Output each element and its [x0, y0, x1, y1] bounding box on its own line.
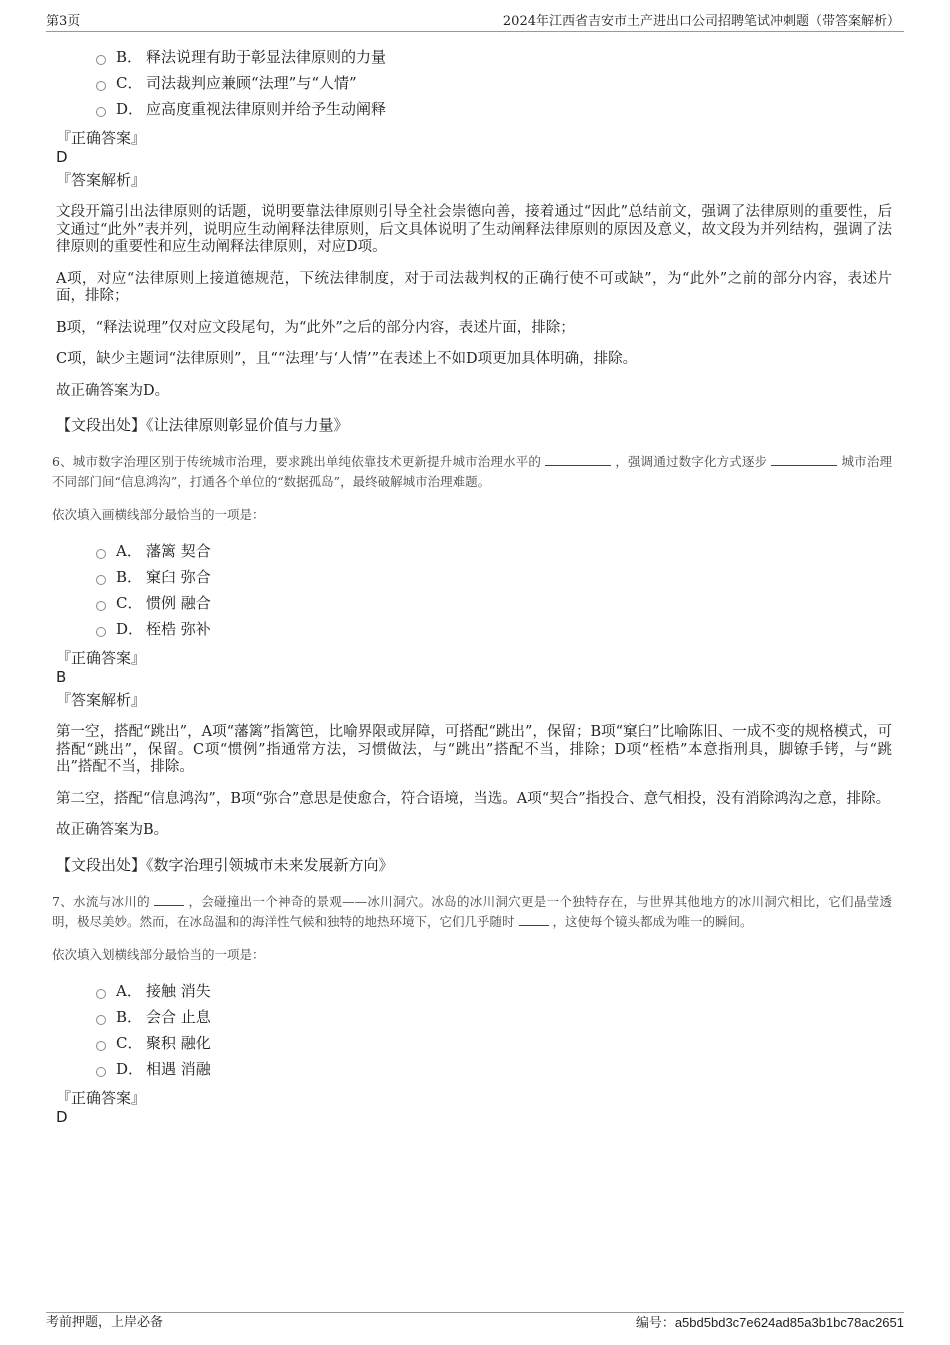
q7-option-c[interactable]	[96, 1030, 892, 1056]
stem-text: ，强调通过数字化方式逐步	[615, 454, 768, 469]
analysis-label: 『答案解析』	[56, 171, 147, 189]
option-text: 惯例 融合	[146, 594, 211, 612]
q7-option-a[interactable]	[96, 978, 892, 1004]
option-letter: B．	[116, 1007, 143, 1026]
option-text: 聚积 融化	[146, 1033, 211, 1052]
option-text: 会合 止息	[146, 1007, 211, 1026]
analysis-paragraph: B项，“释法说理”仅对应文段尾句，为“此外”之后的部分内容，表述片面，排除；	[56, 319, 575, 336]
analysis-paragraph: 故正确答案为B。	[56, 822, 169, 838]
q6-option-d[interactable]	[96, 616, 892, 642]
option-text: 桎梏 弥补	[146, 620, 211, 638]
option-text: 藩篱 契合	[146, 542, 211, 560]
option-letter: C．	[116, 74, 143, 92]
q6-prompt: 依次填入画横线部分最恰当的一项是：	[52, 507, 265, 522]
q7-option-b[interactable]	[96, 1004, 892, 1030]
radio-icon[interactable]	[96, 989, 106, 999]
option-letter: D．	[116, 620, 144, 638]
code-label: 编号：	[635, 1316, 675, 1331]
radio-icon[interactable]	[96, 55, 106, 65]
option-letter: B．	[116, 48, 143, 66]
radio-icon[interactable]	[96, 549, 106, 559]
document-title: 2024年江西省吉安市土产进出口公司招聘笔试冲刺题（带答案解析）	[502, 14, 900, 29]
page-number: 第3页	[46, 14, 81, 29]
analysis-paragraph: 文段开篇引出法律原则的话题，说明要靠法律原则引导全社会崇德向善，接着通过“因此”总结前文，强调了法律原则的重要性，后文通过“此外”表并列，说明应生动阐释法律原则，后文具体说明了生动阐释法律原则的原因及意义，故文段为并列结构，强调了法律原则的重要性和应生动阐释法律原则，对应D项。	[56, 204, 892, 255]
option-text: 应高度重视法律原则并给予生动阐释	[146, 100, 387, 118]
option-letter: A．	[116, 542, 142, 560]
passage-source: 【文段出处】《让法律原则彰显价值与力量》	[56, 416, 349, 434]
option-letter: C．	[116, 1033, 143, 1052]
document-body	[52, 44, 892, 1130]
stem-text: 6、城市数字治理区别于传统城市治理，要求跳出单纯依靠技术更新提升城市治理水平的	[52, 454, 542, 469]
fill-blank	[519, 914, 549, 926]
correct-answer-label: 『正确答案』	[56, 1088, 147, 1107]
analysis-paragraph: A项，对应“法律原则上接道德规范，下统法律制度，对于司法裁判权的正确行使不可或缺”，为“此外”之前的部分内容，表述片面，排除；	[56, 270, 892, 304]
radio-icon[interactable]	[96, 601, 106, 611]
page-header	[46, 14, 904, 32]
q6-option-a[interactable]	[96, 538, 892, 564]
radio-icon[interactable]	[96, 1015, 106, 1025]
analysis-paragraph: 第一空，搭配“跳出”，A项“藩篱”指篱笆，比喻界限或屏障，可搭配“跳出”，保留；B项“窠臼”比喻陈旧、一成不变的规格模式，可搭配“跳出”，保留。C项“惯例”指通常方法，习惯做法，与“跳出”搭配不当，排除；D项“桎梏”本意指刑具，脚镣手铐，与“跳出”搭配不当，排除。	[56, 724, 892, 775]
option-letter: D．	[116, 1059, 144, 1078]
option-letter: A．	[116, 981, 142, 1000]
option-letter: C．	[116, 594, 143, 612]
document-code	[636, 1315, 904, 1332]
option-letter: D．	[116, 100, 144, 118]
q5-option-b[interactable]	[96, 44, 892, 70]
radio-icon[interactable]	[96, 1067, 106, 1077]
q5-options	[96, 44, 892, 122]
analysis-paragraph: C项，缺少主题词“法律原则”，且““法理’与‘人情’”在表述上不如D项更加具体明确，排除。	[56, 351, 638, 367]
option-text: 相遇 消融	[146, 1059, 211, 1078]
radio-icon[interactable]	[96, 627, 106, 637]
fill-blank	[545, 454, 611, 466]
fill-blank	[771, 454, 837, 466]
radio-icon[interactable]	[96, 575, 106, 585]
q7-options	[96, 978, 892, 1082]
q7-option-d[interactable]	[96, 1056, 892, 1082]
radio-icon[interactable]	[96, 1041, 106, 1051]
stem-text: ，这使每个镜头都成为唯一的瞬间。	[552, 913, 753, 929]
option-text: 接触 消失	[146, 981, 211, 1000]
analysis-paragraph: 第二空，搭配“信息鸿沟”，B项“弥合”意思是使愈合，符合语境，当选。A项“契合”指投合、意气相投，没有消除鸿沟之意，排除。	[56, 790, 891, 807]
correct-answer: D	[56, 1107, 68, 1126]
q6-option-c[interactable]	[96, 590, 892, 616]
option-text: 窠臼 弥合	[146, 568, 211, 586]
correct-answer: D	[56, 148, 68, 166]
code-value: a5bd5bd3c7e624ad85a3b1bc78ac2651	[674, 1315, 904, 1330]
q6-options	[96, 538, 892, 642]
option-text: 释法说理有助于彰显法律原则的力量	[146, 48, 387, 66]
stem-text: ，会碰撞出一个神奇的景观——冰川洞穴。冰岛的冰川洞穴更是一个独特存在，与世界其他地方的冰川洞穴相比，它们晶莹透明，极尽美妙。然而，在冰岛温和的海洋性气候和独特的地热环境下，它们几乎随时	[52, 893, 892, 929]
radio-icon[interactable]	[96, 81, 106, 91]
q6-option-b[interactable]	[96, 564, 892, 590]
radio-icon[interactable]	[96, 107, 106, 117]
analysis-label: 『答案解析』	[56, 691, 147, 709]
q7-prompt: 依次填入划横线部分最恰当的一项是：	[52, 946, 265, 962]
q5-option-d[interactable]	[96, 96, 892, 122]
page-footer	[46, 1312, 904, 1331]
correct-answer-label: 『正确答案』	[56, 129, 147, 147]
stem-text: 城市治理不同部门间“信息鸿沟”，打通各个单位的“数据孤岛”，最终破解城市治理难题。	[52, 454, 892, 489]
q6-stem	[52, 452, 892, 492]
q7-stem	[52, 892, 892, 932]
q5-option-c[interactable]	[96, 70, 892, 96]
analysis-paragraph: 故正确答案为D。	[56, 382, 170, 399]
passage-source: 【文段出处】《数字治理引领城市未来发展新方向》	[56, 855, 394, 874]
correct-answer-label: 『正确答案』	[56, 649, 147, 667]
stem-text: 7、水流与冰川的	[52, 893, 150, 909]
footer-slogan: 考前押题，上岸必备	[46, 1315, 164, 1330]
correct-answer: B	[56, 668, 67, 686]
option-text: 司法裁判应兼顾“法理”与“人情”	[146, 74, 357, 92]
fill-blank	[154, 894, 184, 906]
option-letter: B．	[116, 568, 143, 586]
